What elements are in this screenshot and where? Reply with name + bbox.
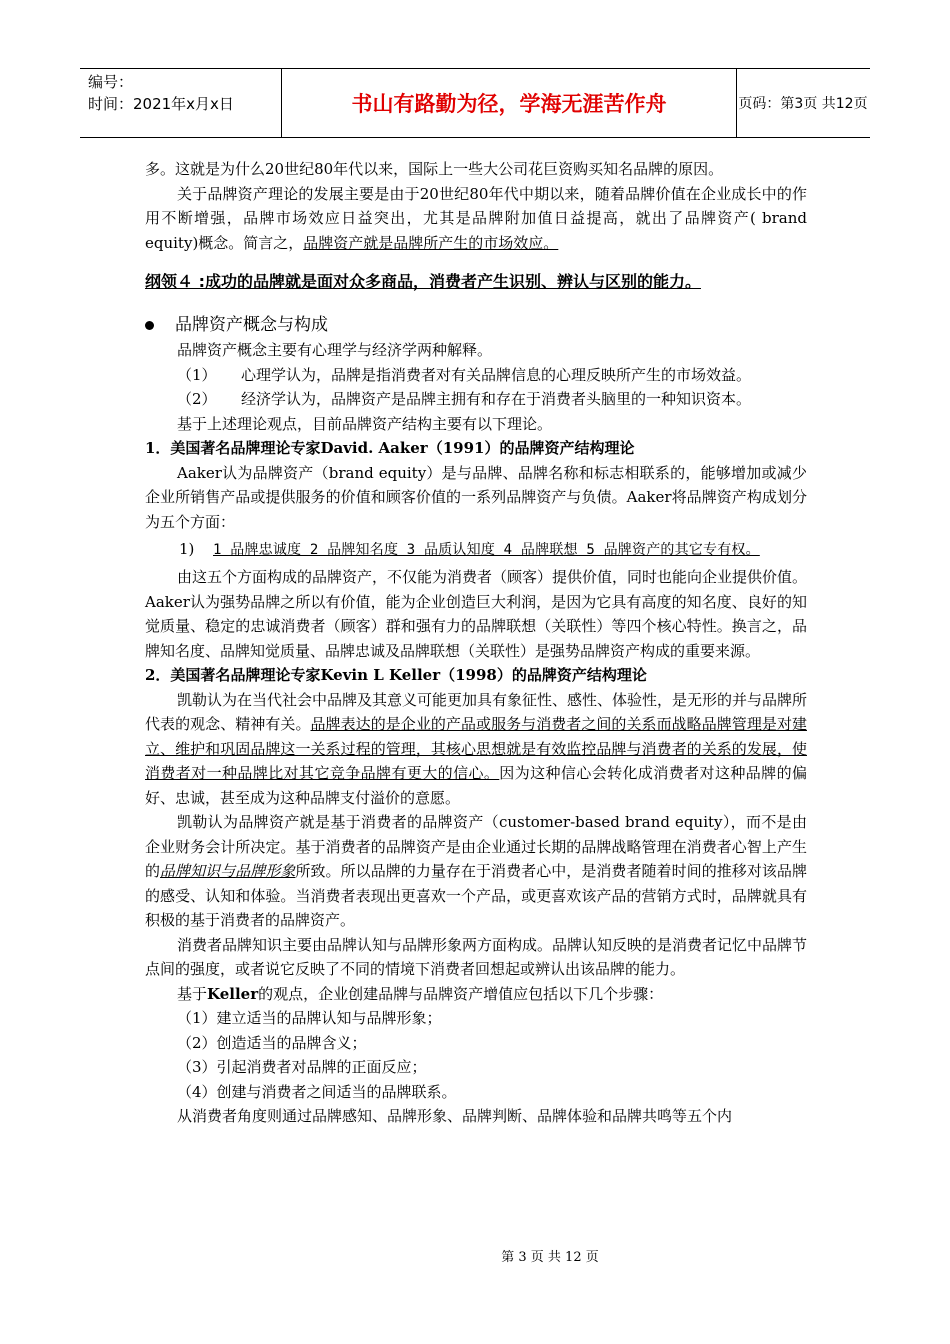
header-motto: 书山有路勤为径，学海无涯苦作舟 <box>282 69 737 137</box>
paragraph: 基于上述理论观点，目前品牌资产结构主要有以下理论。 <box>177 414 553 433</box>
italic-underlined-text: 品牌知识与品牌形象 <box>160 862 296 880</box>
time-label: 时间：2021年x月x日 <box>88 95 234 113</box>
list-number: 1) <box>179 540 195 558</box>
header-meta <box>80 69 282 137</box>
text-span: 关于品牌资产理论的发展主要是由于20世纪80年代中期以来，随着品牌价值在企业成长中的作用不断增强，品牌市场效应日益突出，尤其是品牌附加值日益提高，就出了品牌资产( brand equity)概念。简言之， <box>145 184 807 252</box>
page-footer: 第 3 页 共 12 页 <box>501 1250 599 1265</box>
text-span: 凯勒认为在当代社会中品牌及其意义可能更加具有象征性、感性、体验性，是无形的并与品牌所代表的观念、精神有关。 <box>145 690 808 733</box>
paragraph: 多。这就是为什么20世纪80年代以来，国际上一些大公司花巨资购买知名品牌的原因。 <box>145 160 724 178</box>
paragraph: 品牌资产概念主要有心理学与经济学两种解释。 <box>177 341 493 359</box>
paragraph <box>145 688 807 811</box>
underlined-text: 品牌表达的是企业的产品或服务与消费者之间的关系而战略品牌管理是对建立、维护和巩固品牌这一关系过程的管理，其核心思想就是有效监控品牌与消费者的关系的发展，使消费者对一种品牌比对其它竞争品牌有更大的信心。 <box>145 715 807 782</box>
numbered-item <box>145 387 807 412</box>
list-text: 1 品牌忠诚度 2 品牌知名度 3 品质认知度 4 品牌联想 5 品牌资产的其它专有权。 <box>213 542 760 558</box>
step-item: （4）创建与消费者之间适当的品牌联系。 <box>177 1082 457 1101</box>
bullet-heading-text: 品牌资产概念与构成 <box>175 315 328 335</box>
item-number: （2） <box>177 390 217 408</box>
bullet-heading <box>145 312 807 338</box>
number-label: 编号： <box>88 73 134 91</box>
text-span: 的观点，企业创建品牌与品牌资产增值应包括以下几个步骤： <box>258 984 664 1003</box>
text-span: 基于 <box>177 984 208 1003</box>
item-text: 心理学认为，品牌是指消费者对有关品牌信息的心理反映所产生的市场效益。 <box>241 365 752 384</box>
item-text: 经济学认为，品牌资产是品牌主拥有和存在于消费者头脑里的一种知识资本。 <box>241 390 752 408</box>
underlined-text: 品牌资产就是品牌所产生的市场效应。 <box>303 233 559 252</box>
key-point-heading: 纲领４ :成功的品牌就是面对众多商品，消费者产生识别、辨认与区别的能力。 <box>145 272 701 291</box>
text-span: 凯勒认为品牌资产就是基于消费者的品牌资产（customer-based brand equity），而不是由企业财务会计所决定。基于消费者的品牌资产是由企业通过长期的品牌战略管理在消费者心智上产生的 <box>145 813 807 880</box>
document-body <box>145 157 807 1129</box>
item-number: （1） <box>177 365 217 384</box>
bold-text: Keller <box>207 984 259 1003</box>
paragraph <box>145 810 807 933</box>
paragraph: 由这五个方面构成的品牌资产，不仅能为消费者（顾客）提供价值，同时也能向企业提供价值。Aaker认为强势品牌之所以有价值，能为企业创造巨大利润，是因为它具有高度的知名度、良好的知觉质量、稳定的忠诚消费者（顾客）群和强有力的品牌联想（关联性）等四个核心特性。换言之，品牌知名度、品牌知觉质量、品牌忠诚及品牌联想（关联性）是强势品牌资产构成的重要来源。 <box>145 568 808 660</box>
section-heading: 2．美国著名品牌理论专家Kevin L Keller（1998）的品牌资产结构理论 <box>145 666 647 684</box>
text-span: 所致。所以品牌的力量存在于消费者心中，是消费者随着时间的推移对该品牌的感受、认知和体验。当消费者表现出更喜欢一个产品，或更喜欢该产品的营销方式时，品牌就具有积极的基于消费者的品牌资产。 <box>145 862 807 929</box>
paragraph <box>145 982 807 1007</box>
bullet-icon <box>145 321 154 330</box>
paragraph <box>145 182 807 256</box>
text-span: 因为这种信心会转化成消费者对这种品牌的偏好、忠诚，甚至成为这种品牌支付溢价的意愿。 <box>145 764 807 807</box>
step-item: （1）建立适当的品牌认知与品牌形象； <box>177 1009 442 1027</box>
section-heading: 1．美国著名品牌理论专家David. Aaker（1991）的品牌资产结构理论 <box>145 439 635 457</box>
list-item <box>145 536 807 563</box>
header-page-label: 页码：第3页 共12页 <box>738 96 868 112</box>
numbered-item <box>145 363 807 388</box>
page-header <box>80 68 870 138</box>
step-item: （3）引起消费者对品牌的正面反应； <box>177 1058 427 1076</box>
step-item: （2）创造适当的品牌含义； <box>177 1033 367 1052</box>
paragraph: 从消费者角度则通过品牌感知、品牌形象、品牌判断、品牌体验和品牌共鸣等五个内 <box>177 1107 733 1125</box>
paragraph: 消费者品牌知识主要由品牌认知与品牌形象两方面构成。品牌认知反映的是消费者记忆中品牌节点间的强度，或者说它反映了不同的情境下消费者回想起或辨认出该品牌的能力。 <box>145 935 808 978</box>
paragraph: Aaker认为品牌资产（brand equity）是与品牌、品牌名称和标志相联系的，能够增加或减少企业所销售产品或提供服务的价值和顾客价值的一系列品牌资产与负债。Aaker将品牌资产构成划分为五个方面： <box>145 463 807 531</box>
